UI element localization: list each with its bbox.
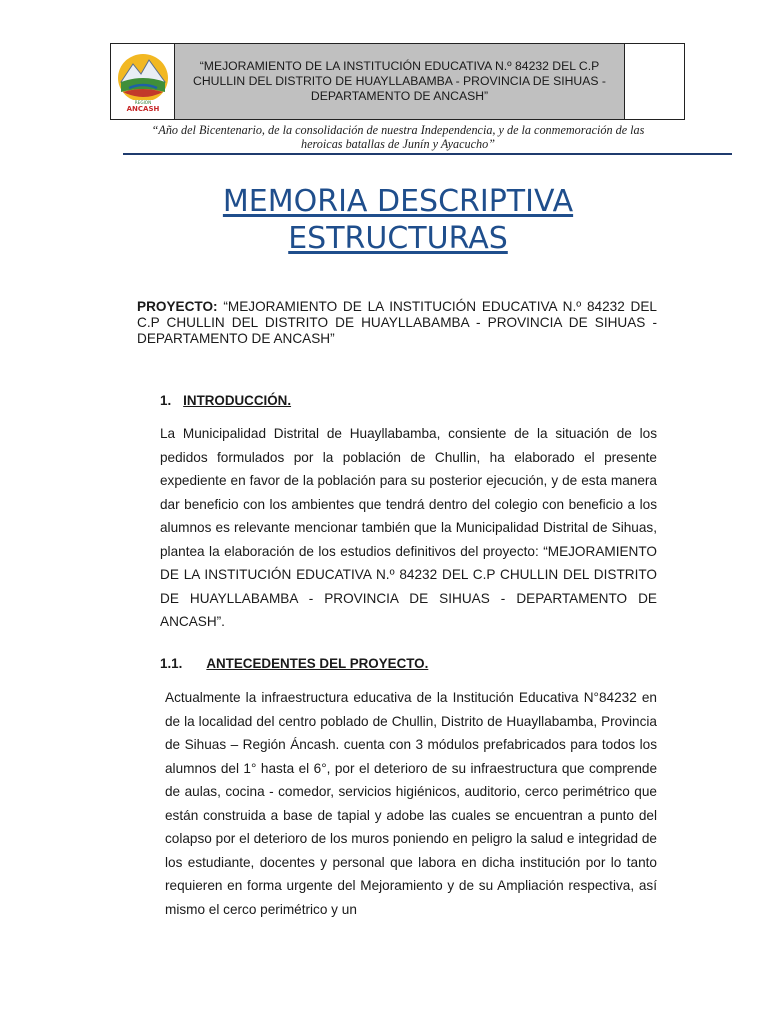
title-line-1: MEMORIA DESCRIPTIVA: [222, 184, 574, 219]
logo-caption: ANCASH: [126, 104, 159, 112]
document-title: [138, 183, 658, 257]
section-title: INTRODUCCIÓN.: [183, 393, 292, 408]
region-ancash-logo: [115, 52, 171, 112]
header-table: [110, 43, 685, 120]
logo-region-text: REGION: [134, 99, 151, 105]
motto-text: “Año del Bicentenario, de la consolidación de nuestra Independencia, y de la conmemoración de las heroicas batallas de Junín y Ayacucho”: [151, 123, 645, 151]
introduccion-paragraph: La Municipalidad Distrital de Huayllabamba, consiente de la situación de los pedidos formulados por la población de Chullin, ha elaborado el presente expediente en favor de la población para su posterior ejecución, y de esta manera dar beneficio con los ambientes que tendrá dentro del colegio con beneficio a los alumnos es relevante mencionar también que la Municipalidad Distrital de Sihuas, plantea la elaboración de los estudios definitivos del proyecto: “MEJORAMIENTO DE LA INSTITUCIÓN EDUCATIVA N.º 84232 DEL C.P CHULLIN DEL DISTRITO DE HUAYLLABAMBA - PROVINCIA DE SIHUAS - DEPARTAMENTO DE ANCASH”.: [160, 426, 657, 629]
subsection-title: ANTECEDENTES DEL PROYECTO.: [206, 656, 429, 671]
logo-cell: [111, 44, 175, 119]
antecedentes-paragraph: Actualmente la infraestructura educativa de la Institución Educativa N°84232 en de la localidad del centro poblado de Chullin, Distrito de Huayllabamba, Provincia de Sihuas – Región Áncash. cuenta con 3 módulos prefabricados para todos los alumnos del 1° hasta el 6°, por el deterioro de su infraestructura que comprende de aulas, cocina - comedor, servicios higiénicos, auditorio, cerco perimétrico que están construida a base de tapial y adobe las cuales se encuentran a punto del colapso por el deterioro de los muros poniendo en peligro la salud e integridad de los estudiante, docentes y personal que labora en dicha institución por lo tanto requieren en forma urgente del Mejoramiento y de su Ampliación respectiva, así mismo el cerco perimétrico y un: [165, 690, 657, 917]
header-divider: [123, 153, 732, 155]
project-label: PROYECTO:: [137, 299, 218, 314]
title-line-2: ESTRUCTURAS: [288, 221, 508, 256]
subsection-number: 1.1.: [160, 656, 183, 671]
header-project-title: “MEJORAMIENTO DE LA INSTITUCIÓN EDUCATIVA N.º 84232 DEL C.P CHULLIN DEL DISTRITO DE HUAYLLABAMBA - PROVINCIA DE SIHUAS - DEPARTAMENTO DE ANCASH”: [175, 44, 625, 119]
project-statement: [137, 299, 657, 347]
project-text: “MEJORAMIENTO DE LA INSTITUCIÓN EDUCATIVA N.º 84232 DEL C.P CHULLIN DEL DISTRITO DE HUAYLLABAMBA - PROVINCIA DE SIHUAS - DEPARTAMENTO DE ANCASH”: [137, 299, 657, 346]
section-heading-introduccion: [160, 393, 291, 408]
section-heading-antecedentes: [160, 656, 428, 671]
section-number: 1.: [160, 393, 172, 408]
header-blank-cell: [625, 44, 684, 119]
